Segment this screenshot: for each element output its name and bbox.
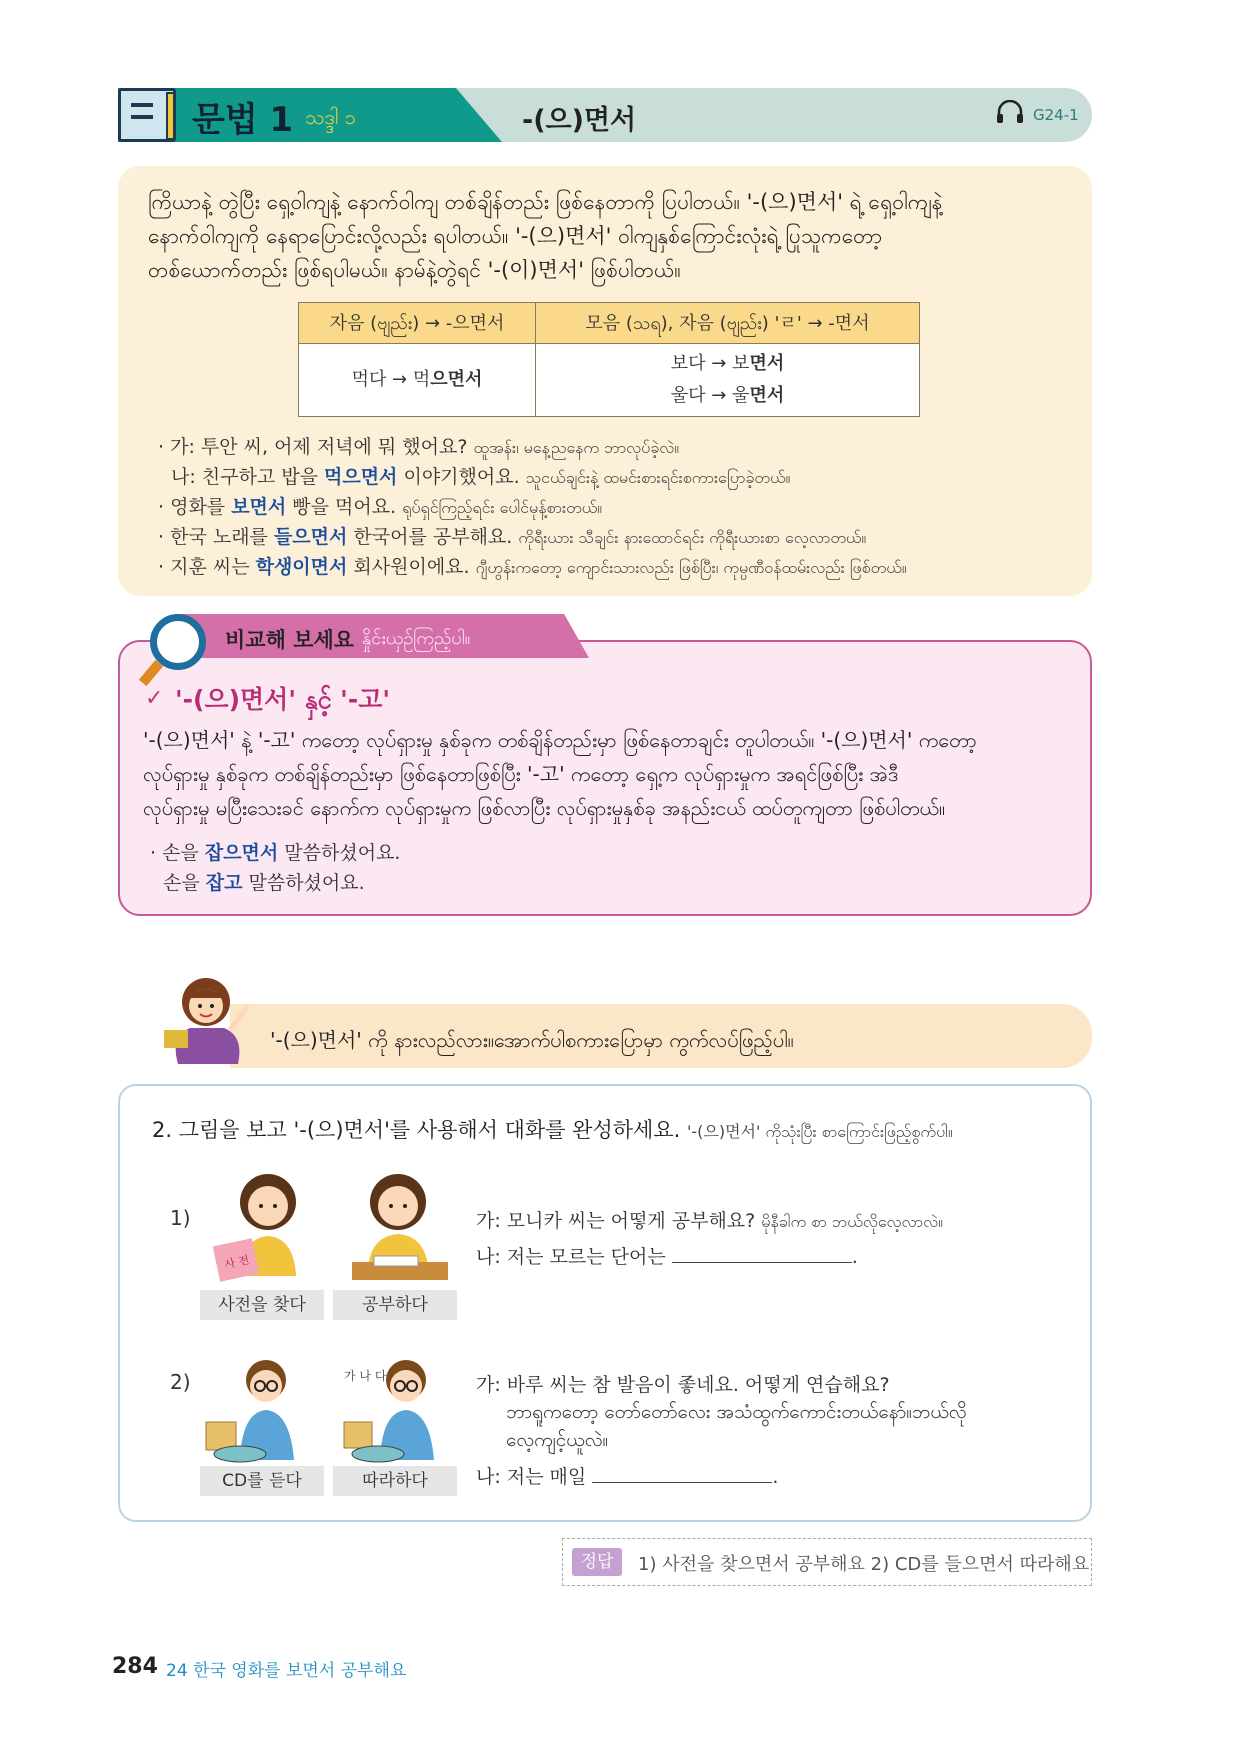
example-sentence: 나: 친구하고 밥을 먹으면서 이야기했어요. သူငယ်ချင်းနဲ့ ထမင်းစားရင်းစကားပြောခဲ့တယ်။	[171, 466, 791, 488]
picture-caption: CD를 듣다	[200, 1466, 324, 1496]
picture-caption: 공부하다	[333, 1290, 457, 1320]
compare-tab-label: 비교해 보세요	[225, 628, 355, 652]
compare-tab-translation: နှိုင်းယှဉ်ကြည့်ပါ။	[362, 628, 471, 649]
pencil-icon	[166, 92, 175, 140]
headphone-icon[interactable]	[996, 100, 1024, 124]
compare-line-2: လုပ်ရှားမှု နှစ်ခုက တစ်ချိန်တည်းမှာ ဖြစ်နေတာဖြစ်ပြီး '-고' ကတော့ ရှေ့က လုပ်ရှားမှုက အရင်ဖြစ်ပြီး အဲဒီ	[143, 762, 899, 786]
prompt-text: '-(으)면서' ကို နားလည်လား။အောက်ပါစကားပြောမှာ ကွက်လပ်ဖြည့်ပါ။	[270, 1028, 794, 1052]
audio-track-code[interactable]: G24-1	[1033, 106, 1079, 124]
section-title: 문법 1	[192, 100, 294, 140]
example-sentence: · 가: 투안 씨, 어제 저녁에 뭐 했어요? ထူအန်း၊ မနေ့ညနေက ဘာလုပ်ခဲ့လဲ။	[158, 436, 680, 458]
table-cell-consonant-example: 먹다 → 먹으면서	[299, 344, 536, 417]
answer-text: 1) 사전을 찾으면서 공부해요 2) CD를 들으면서 따라해요	[638, 1554, 1090, 1575]
page-number: 284	[112, 1654, 158, 1679]
explanation-line-2: နောက်ဝါကျကို နေရာပြောင်းလို့လည်း ရပါတယ်။ '-(으)면서' ဝါကျနှစ်ကြောင်းလုံးရဲ့ ပြုသူကတော့	[148, 224, 883, 248]
picture-caption: 사전을 찾다	[200, 1290, 324, 1320]
compare-title: '-(으)면서' နှင့် '-고'	[175, 685, 391, 714]
dictionary-label: 사 전	[223, 1253, 251, 1272]
compare-line-1: '-(으)면서' နဲ့ '-고' ကတော့ လုပ်ရှားမှု နှစ်ခုက တစ်ချိန်တည်းမှာ ဖြစ်နေတာချင်း တူပါတယ်။ '-(으)면서' ကတော့	[143, 728, 977, 752]
compare-line-3: လုပ်ရှားမှု မပြီးသေးခင် နောက်က လုပ်ရှားမှုက ဖြစ်လာပြီး လုပ်ရှားမှုနှစ်ခု အနည်းငယ် ထပ်တူကျတာ ဖြစ်ပါတယ်။	[143, 796, 946, 820]
chapter-title: 24 한국 영화를 보면서 공부해요	[166, 1661, 407, 1681]
example-sentence: · 영화를 보면서 빵을 먹어요. ရုပ်ရှင်ကြည့်ရင်း ပေါင်မုန့်စားတယ်။	[158, 496, 603, 518]
answer-blank[interactable]	[672, 1244, 852, 1263]
check-icon: ✓	[145, 686, 164, 711]
explanation-line-1: ကြိယာနဲ့ တွဲပြီး ရှေ့ဝါကျနဲ့ နောက်ဝါကျ တစ်ချိန်တည်း ဖြစ်နေတာကို ပြပါတယ်။ '-(으)면서' ရဲ့ ရှေ့ဝါကျနဲ့	[148, 190, 943, 214]
item-number: 1)	[170, 1206, 191, 1230]
dialogue-answer: 나: 저는 매일 .	[476, 1466, 779, 1488]
answer-blank[interactable]	[592, 1464, 772, 1483]
exercise-title: 2. 그림을 보고 '-(으)면서'를 사용해서 대화를 완성하세요. '-(으)면서' ကိုသုံးပြီး စာကြောင်းဖြည့်စွက်ပါ။	[152, 1118, 953, 1142]
boy-cd-illustration	[200, 1350, 320, 1470]
item-number: 2)	[170, 1370, 191, 1394]
dialogue-question: 가: 바루 씨는 참 발음이 좋네요. 어떻게 연습해요?	[476, 1374, 890, 1396]
explanation-line-3: တစ်ယောက်တည်း ဖြစ်ရပါမယ်။ နာမ်နဲ့တွဲရင် '-(이)면서' ဖြစ်ပါတယ်။	[148, 258, 681, 282]
boy-repeat-illustration	[334, 1350, 454, 1470]
table-header-consonant: 자음 (ဗျည်း) → -으면서	[299, 303, 536, 344]
dialogue-question: 가: 모니카 씨는 어떻게 공부해요? မိုနီခါက စာ ဘယ်လိုလေ့လာလဲ။	[476, 1210, 943, 1232]
teacher-illustration	[160, 966, 254, 1070]
girl-dictionary-illustration	[206, 1166, 326, 1286]
example-sentence: · 한국 노래를 들으면서 한국어를 공부해요. ကိုရီးယား သီချင်း နားထောင်ရင်း ကိုရီးယားစာ လေ့လာတယ်။	[158, 526, 867, 548]
answer-badge: 정답	[572, 1548, 622, 1576]
table-header-vowel: 모음 (သရ), 자음 (ဗျည်း) 'ㄹ' → -면서	[536, 303, 920, 344]
table-cell-vowel-examples: 보다 → 보면서 울다 → 울면서	[536, 344, 920, 417]
grammar-topic: -(으)면서	[522, 105, 637, 136]
conjugation-table	[298, 302, 920, 417]
dialogue-answer: 나: 저는 모르는 단어는 .	[476, 1246, 858, 1268]
section-subtitle: သဒ္ဒါ ၁	[305, 105, 356, 129]
compare-example: · 손을 잡으면서 말씀하셨어요.	[150, 842, 401, 864]
dialogue-question-translation: လေ့ကျင့်ယူလဲ။	[506, 1429, 609, 1451]
girl-studying-illustration	[338, 1166, 458, 1286]
example-sentence: · 지훈 씨는 학생이면서 회사원이에요. ဂျီဟွန်းကတော့ ကျောင်းသားလည်း ဖြစ်ပြီး၊ ကုမ္ပဏီဝန်ထမ်းလည်း ဖြစ်တယ်။	[158, 556, 907, 578]
speech-bubble: 가 나 다	[344, 1369, 387, 1383]
compare-example: 손을 잡고 말씀하셨어요.	[163, 872, 365, 894]
picture-caption: 따라하다	[333, 1466, 457, 1496]
dialogue-question-translation: ဘာရူကတော့ တော်တော်လေး အသံထွက်ကောင်းတယ်နော်။ဘယ်လို	[506, 1401, 967, 1423]
